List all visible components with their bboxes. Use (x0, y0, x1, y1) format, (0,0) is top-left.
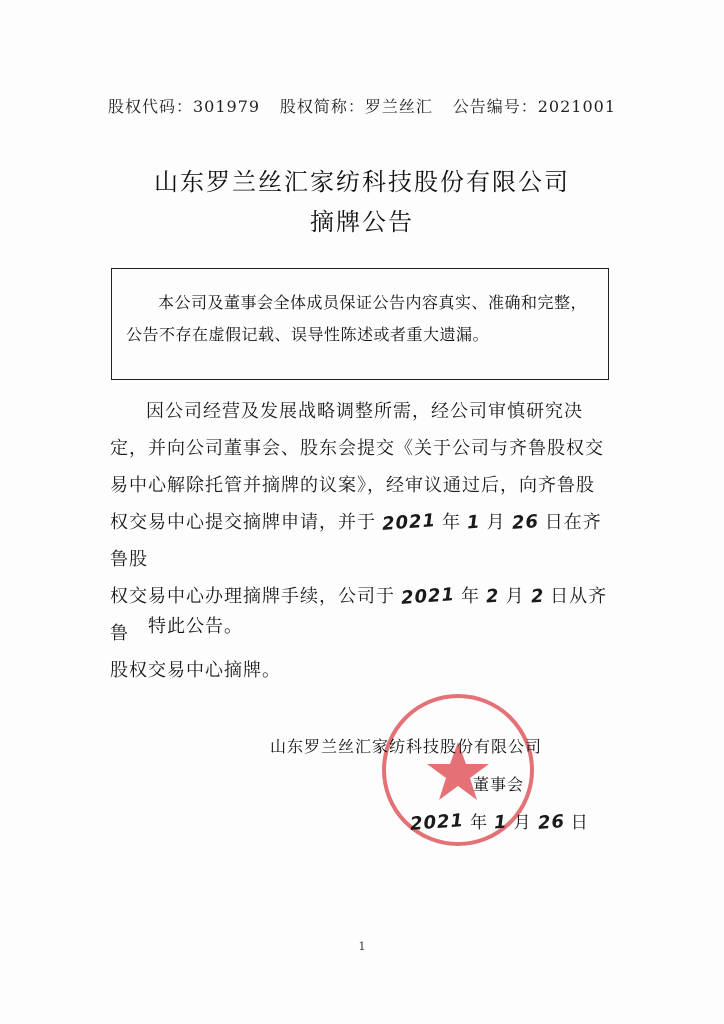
signature-date (404, 808, 589, 833)
notice-title: 摘牌公告 (310, 208, 414, 236)
body-line-4-text-a: 权交易中心提交摘牌申请，并于 (110, 512, 376, 533)
body-line-5-text-d: 日从齐鲁 (110, 586, 608, 644)
page-number: 1 (358, 940, 366, 953)
disclaimer-line-2: 公告不存在虚假记载、误导性陈述或者重大遗漏。 (126, 325, 490, 344)
body-line-5-month: 月 (505, 586, 525, 607)
handwritten-month: 1 (466, 511, 482, 534)
header-info (108, 94, 616, 117)
body-line-4-year: 年 (442, 512, 462, 533)
body-line-3: 易中心解除托管并摘牌的议案》，经审议通过后，向齐鲁股 (110, 475, 595, 496)
notice-number: 公告编号：2021001 (452, 97, 616, 116)
disclaimer-box (111, 268, 609, 380)
closing-remark: 特此公告。 (148, 616, 243, 637)
handwritten-day: 26 (510, 511, 540, 534)
body-line-4-month: 月 (486, 512, 506, 533)
stock-abbreviation: 股权简称：罗兰丝汇 (279, 97, 433, 116)
body-line-4-text-d: 日在齐鲁股 (110, 512, 602, 570)
date-year-label: 年 (470, 813, 489, 833)
signature-company: 山东罗兰丝汇家纺科技股份有限公司 (270, 737, 543, 756)
handwritten-day: 2 (529, 585, 545, 608)
body-paragraph (110, 393, 616, 689)
body-line-5-text-a: 权交易中心办理摘牌手续，公司于 (110, 586, 395, 607)
body-line-6: 股权交易中心摘牌。 (110, 660, 281, 681)
date-day-label: 日 (570, 813, 589, 833)
body-line-4 (110, 504, 616, 578)
handwritten-month: 1 (493, 811, 509, 834)
handwritten-day: 26 (536, 811, 566, 834)
body-line-1: 因公司经营及发展战略调整所需，经公司审慎研究决 (146, 401, 583, 422)
body-line-5-year: 年 (461, 586, 481, 607)
date-month-label: 月 (513, 813, 532, 833)
body-line-2: 定，并向公司董事会、股东会提交《关于公司与齐鲁股权交 (110, 438, 604, 459)
handwritten-month: 2 (485, 585, 501, 608)
stock-code: 股权代码：301979 (108, 97, 261, 116)
disclaimer-line-1: 本公司及董事会全体成员保证公告内容真实、准确和完整， (158, 293, 588, 312)
handwritten-year: 2021 (381, 510, 437, 535)
company-title: 山东罗兰丝汇家纺科技股份有限公司 (154, 168, 570, 196)
handwritten-year: 2021 (400, 584, 456, 609)
signature-board: 董事会 (473, 775, 525, 794)
handwritten-year: 2021 (409, 810, 465, 835)
